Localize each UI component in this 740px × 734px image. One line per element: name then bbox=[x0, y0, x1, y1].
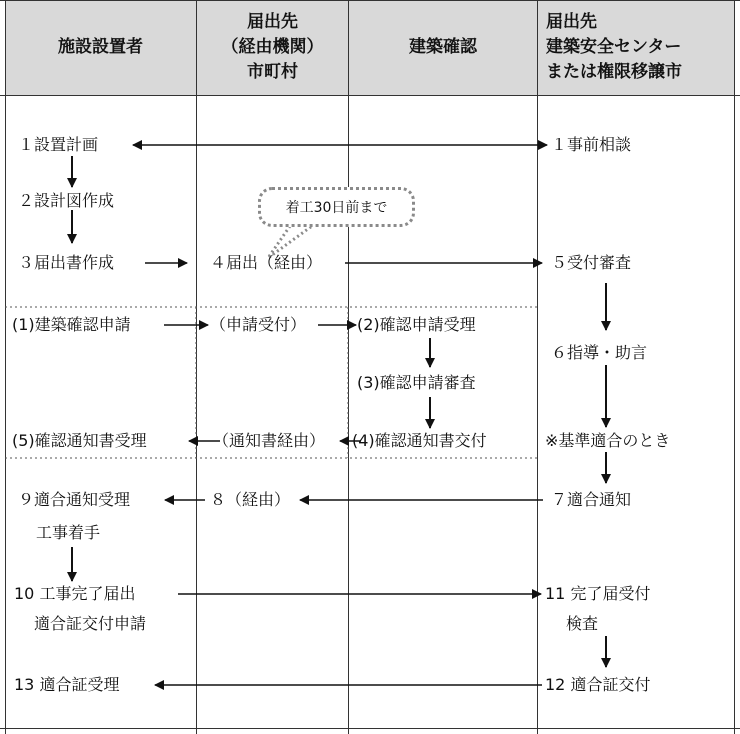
step-11-completion-receipt: 11 完了届受付 bbox=[545, 584, 651, 603]
step-9-notice-received: ９適合通知受理 bbox=[18, 490, 131, 509]
callout-text: 着工30日前まで bbox=[285, 200, 388, 216]
step-p3-examination: (3)確認申請審査 bbox=[357, 373, 476, 392]
step-p1-application: (1)建築確認申請 bbox=[12, 315, 131, 334]
step-p4-issue: (4)確認通知書交付 bbox=[352, 431, 487, 450]
step-9-construction-start: 工事着手 bbox=[36, 523, 101, 542]
header-line: 届出先 bbox=[546, 12, 597, 32]
step-1-plan: １設置計画 bbox=[18, 135, 99, 154]
callout-bubble bbox=[258, 187, 415, 227]
step-6-guidance: ６指導・助言 bbox=[551, 343, 648, 362]
header-line: 建築確認 bbox=[409, 37, 477, 57]
header-line: 市町村 bbox=[247, 62, 298, 82]
step-5-review: ５受付審査 bbox=[551, 253, 632, 272]
step-12-certificate-issue: 12 適合証交付 bbox=[545, 675, 651, 694]
header-line: 届出先 bbox=[247, 12, 298, 32]
step-4-submission: ４届出（経由） bbox=[210, 253, 323, 272]
step-8-relay: ８（経由） bbox=[210, 490, 291, 509]
step-10-certificate-request: 適合証交付申請 bbox=[34, 614, 147, 633]
step-p2-acceptance: (2)確認申請受理 bbox=[357, 315, 476, 334]
step-p5-received: (5)確認通知書受理 bbox=[12, 431, 147, 450]
step-p1-receipt: （申請受付） bbox=[210, 315, 307, 334]
step-2-design: ２設計図作成 bbox=[18, 191, 115, 210]
conformity-note: ※基準適合のとき bbox=[545, 431, 671, 450]
step-p5-relay: （通知書経由） bbox=[213, 431, 326, 450]
header-line: または権限移譲市 bbox=[546, 62, 682, 82]
header-line: 建築安全センター bbox=[546, 37, 682, 57]
step-3-document: ３届出書作成 bbox=[18, 253, 115, 272]
header-line: （経由機関） bbox=[221, 37, 324, 57]
step-10-completion: 10 工事完了届出 bbox=[14, 584, 136, 603]
step-13-certificate-received: 13 適合証受理 bbox=[14, 675, 120, 694]
step-1-consultation: １事前相談 bbox=[551, 135, 632, 154]
header-line: 施設設置者 bbox=[58, 37, 143, 57]
step-11-inspection: 検査 bbox=[566, 614, 599, 633]
step-7-notice: ７適合通知 bbox=[551, 490, 632, 509]
